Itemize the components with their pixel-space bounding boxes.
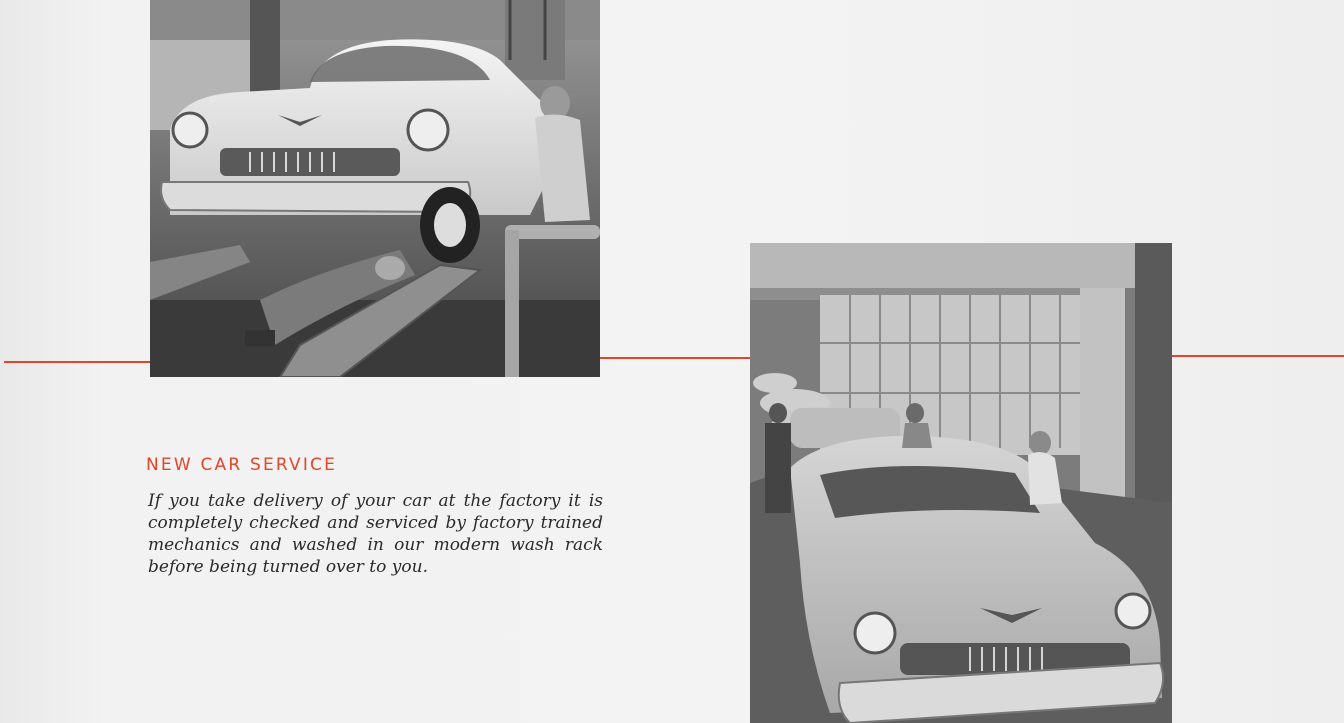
divider-rule-middle (600, 357, 750, 359)
car-assembly-line-photo (750, 243, 1172, 723)
section-body-paragraph: If you take delivery of your car at the factory it is completely checked and serviced by factory trained mechanics and washed in our modern wash rack before being turned over to you. (148, 491, 603, 577)
divider-rule-left (4, 361, 150, 363)
car-on-service-lift-photo (150, 0, 600, 377)
divider-rule-right (1172, 355, 1344, 357)
section-heading: NEW CAR SERVICE (146, 455, 338, 475)
